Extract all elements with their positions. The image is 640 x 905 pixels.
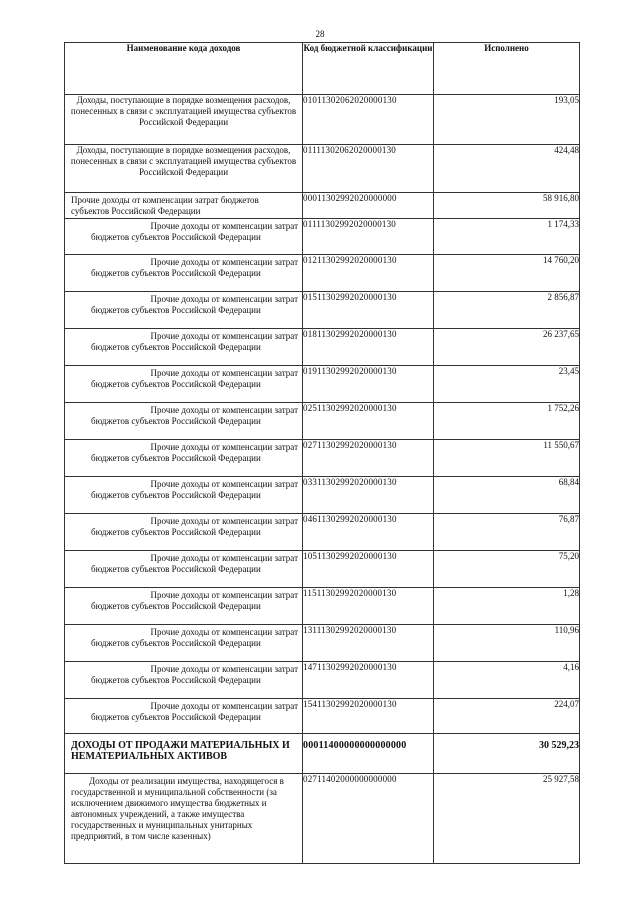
row-name-line1: Прочие доходы от компенсации затрат bbox=[150, 701, 298, 711]
row-name: Доходы, поступающие в порядке возмещения расходов, понесенных в связи с эксплуатацией имущества субъектов Российской Федерации bbox=[65, 145, 303, 193]
row-name-line2: бюджетов субъектов Российской Федерации bbox=[91, 232, 261, 242]
row-name-line2: бюджетов субъектов Российской Федерации bbox=[91, 342, 261, 352]
row-name bbox=[65, 699, 303, 734]
row-amount: 25 927,58 bbox=[434, 774, 580, 864]
row-name-line2: бюджетов субъектов Российской Федерации bbox=[91, 379, 261, 389]
row-name bbox=[65, 514, 303, 551]
row-name bbox=[65, 403, 303, 440]
row-amount: 30 529,23 bbox=[434, 734, 580, 774]
row-amount: 1 174,33 bbox=[434, 219, 580, 255]
table-row bbox=[65, 219, 580, 255]
table-row bbox=[65, 329, 580, 366]
row-name: ДОХОДЫ ОТ ПРОДАЖИ МАТЕРИАЛЬНЫХ И НЕМАТЕРИАЛЬНЫХ АКТИВОВ bbox=[65, 734, 303, 774]
row-name-line2: бюджетов субъектов Российской Федерации bbox=[91, 416, 261, 426]
row-name-line2: бюджетов субъектов Российской Федерации bbox=[91, 527, 261, 537]
row-name-line2: бюджетов субъектов Российской Федерации bbox=[91, 490, 261, 500]
row-name-line2: бюджетов субъектов Российской Федерации bbox=[91, 712, 261, 722]
row-name-line1: Прочие доходы от компенсации затрат bbox=[150, 627, 298, 637]
table-row bbox=[65, 193, 580, 219]
header-code: Код бюджетной классификации bbox=[303, 43, 434, 95]
table-row-section bbox=[65, 734, 580, 774]
row-name-line1: Прочие доходы от компенсации затрат bbox=[150, 368, 298, 378]
row-code: 01011302062020000130 bbox=[303, 95, 434, 145]
row-name bbox=[65, 551, 303, 588]
row-name bbox=[65, 219, 303, 255]
row-name bbox=[65, 625, 303, 662]
row-code: 14711302992020000130 bbox=[303, 662, 434, 699]
row-code: 01111302992020000130 bbox=[303, 219, 434, 255]
row-amount: 1 752,26 bbox=[434, 403, 580, 440]
page-number: 28 bbox=[315, 29, 325, 39]
row-name-line1: Прочие доходы от компенсации затрат bbox=[150, 516, 298, 526]
row-name-line1: Прочие доходы от компенсации затрат bbox=[150, 442, 298, 452]
row-name-line1: Прочие доходы от компенсации затрат bbox=[150, 590, 298, 600]
row-code: 15411302992020000130 bbox=[303, 699, 434, 734]
row-name-line1: Прочие доходы от компенсации затрат bbox=[150, 257, 298, 267]
table-header-row bbox=[65, 43, 580, 95]
row-name-line1: Прочие доходы от компенсации затрат bbox=[150, 405, 298, 415]
row-amount: 4,16 bbox=[434, 662, 580, 699]
row-name bbox=[65, 477, 303, 514]
row-code: 03311302992020000130 bbox=[303, 477, 434, 514]
row-code: 01511302992020000130 bbox=[303, 292, 434, 329]
row-amount: 75,20 bbox=[434, 551, 580, 588]
row-name-line2: бюджетов субъектов Российской Федерации bbox=[91, 305, 261, 315]
row-code: 02511302992020000130 bbox=[303, 403, 434, 440]
table-row bbox=[65, 366, 580, 403]
row-code: 01111302062020000130 bbox=[303, 145, 434, 193]
row-name bbox=[65, 588, 303, 625]
row-amount: 110,96 bbox=[434, 625, 580, 662]
row-name-line2: бюджетов субъектов Российской Федерации bbox=[91, 268, 261, 278]
row-name bbox=[65, 329, 303, 366]
row-name bbox=[65, 366, 303, 403]
table-row bbox=[65, 625, 580, 662]
row-amount: 424,48 bbox=[434, 145, 580, 193]
table-row bbox=[65, 145, 580, 193]
row-amount: 58 916,80 bbox=[434, 193, 580, 219]
row-amount: 14 760,20 bbox=[434, 255, 580, 292]
row-code: 10511302992020000130 bbox=[303, 551, 434, 588]
row-amount: 2 856,87 bbox=[434, 292, 580, 329]
table-row bbox=[65, 774, 580, 864]
row-amount: 1,28 bbox=[434, 588, 580, 625]
row-amount: 11 550,67 bbox=[434, 440, 580, 477]
row-code: 02711302992020000130 bbox=[303, 440, 434, 477]
row-name-line2: бюджетов субъектов Российской Федерации bbox=[91, 601, 261, 611]
row-name-line2: бюджетов субъектов Российской Федерации bbox=[91, 675, 261, 685]
row-name-line1: Прочие доходы от компенсации затрат bbox=[150, 331, 298, 341]
table-row bbox=[65, 662, 580, 699]
row-amount: 193,05 bbox=[434, 95, 580, 145]
row-amount: 76,87 bbox=[434, 514, 580, 551]
row-amount: 68,84 bbox=[434, 477, 580, 514]
table-row bbox=[65, 588, 580, 625]
row-name-line1: Прочие доходы от компенсации затрат bbox=[150, 664, 298, 674]
row-code: 11511302992020000130 bbox=[303, 588, 434, 625]
row-name bbox=[65, 292, 303, 329]
row-amount: 23,45 bbox=[434, 366, 580, 403]
row-name bbox=[65, 255, 303, 292]
row-amount: 26 237,65 bbox=[434, 329, 580, 366]
row-name-line1: Прочие доходы от компенсации затрат bbox=[150, 221, 298, 231]
row-name: Доходы, поступающие в порядке возмещения расходов, понесенных в связи с эксплуатацией имущества субъектов Российской Федерации bbox=[65, 95, 303, 145]
table-row bbox=[65, 699, 580, 734]
table-row bbox=[65, 477, 580, 514]
revenue-table bbox=[64, 42, 580, 864]
table-row bbox=[65, 551, 580, 588]
table-row bbox=[65, 95, 580, 145]
table-row bbox=[65, 514, 580, 551]
table-row bbox=[65, 440, 580, 477]
row-code: 02711402000000000000 bbox=[303, 774, 434, 864]
row-code: 00011400000000000000 bbox=[303, 734, 434, 774]
row-code: 13111302992020000130 bbox=[303, 625, 434, 662]
row-amount: 224,07 bbox=[434, 699, 580, 734]
row-code: 00011302992020000000 bbox=[303, 193, 434, 219]
row-name-line2: бюджетов субъектов Российской Федерации bbox=[91, 638, 261, 648]
row-name: Прочие доходы от компенсации затрат бюджетов субъектов Российской Федерации bbox=[65, 193, 303, 219]
row-code: 04611302992020000130 bbox=[303, 514, 434, 551]
row-name-line1: Прочие доходы от компенсации затрат bbox=[150, 294, 298, 304]
row-name: Доходы от реализации имущества, находящегося в государственной и муниципальной собственности (за исключением движимого имущества бюджетных и автономных учреждений, а также имущества государственных и муниципальных унитарных предприятий, в том числе казенных) bbox=[65, 774, 303, 864]
row-code: 01211302992020000130 bbox=[303, 255, 434, 292]
table-row bbox=[65, 292, 580, 329]
row-name bbox=[65, 662, 303, 699]
table-row bbox=[65, 403, 580, 440]
row-code: 01811302992020000130 bbox=[303, 329, 434, 366]
header-name: Наименование кода доходов bbox=[65, 43, 303, 95]
row-name-line1: Прочие доходы от компенсации затрат bbox=[150, 479, 298, 489]
row-name-line2: бюджетов субъектов Российской Федерации bbox=[91, 564, 261, 574]
row-code: 01911302992020000130 bbox=[303, 366, 434, 403]
table-row bbox=[65, 255, 580, 292]
row-name-line1: Прочие доходы от компенсации затрат bbox=[150, 553, 298, 563]
header-executed: Исполнено bbox=[434, 43, 580, 95]
row-name bbox=[65, 440, 303, 477]
row-name-line2: бюджетов субъектов Российской Федерации bbox=[91, 453, 261, 463]
